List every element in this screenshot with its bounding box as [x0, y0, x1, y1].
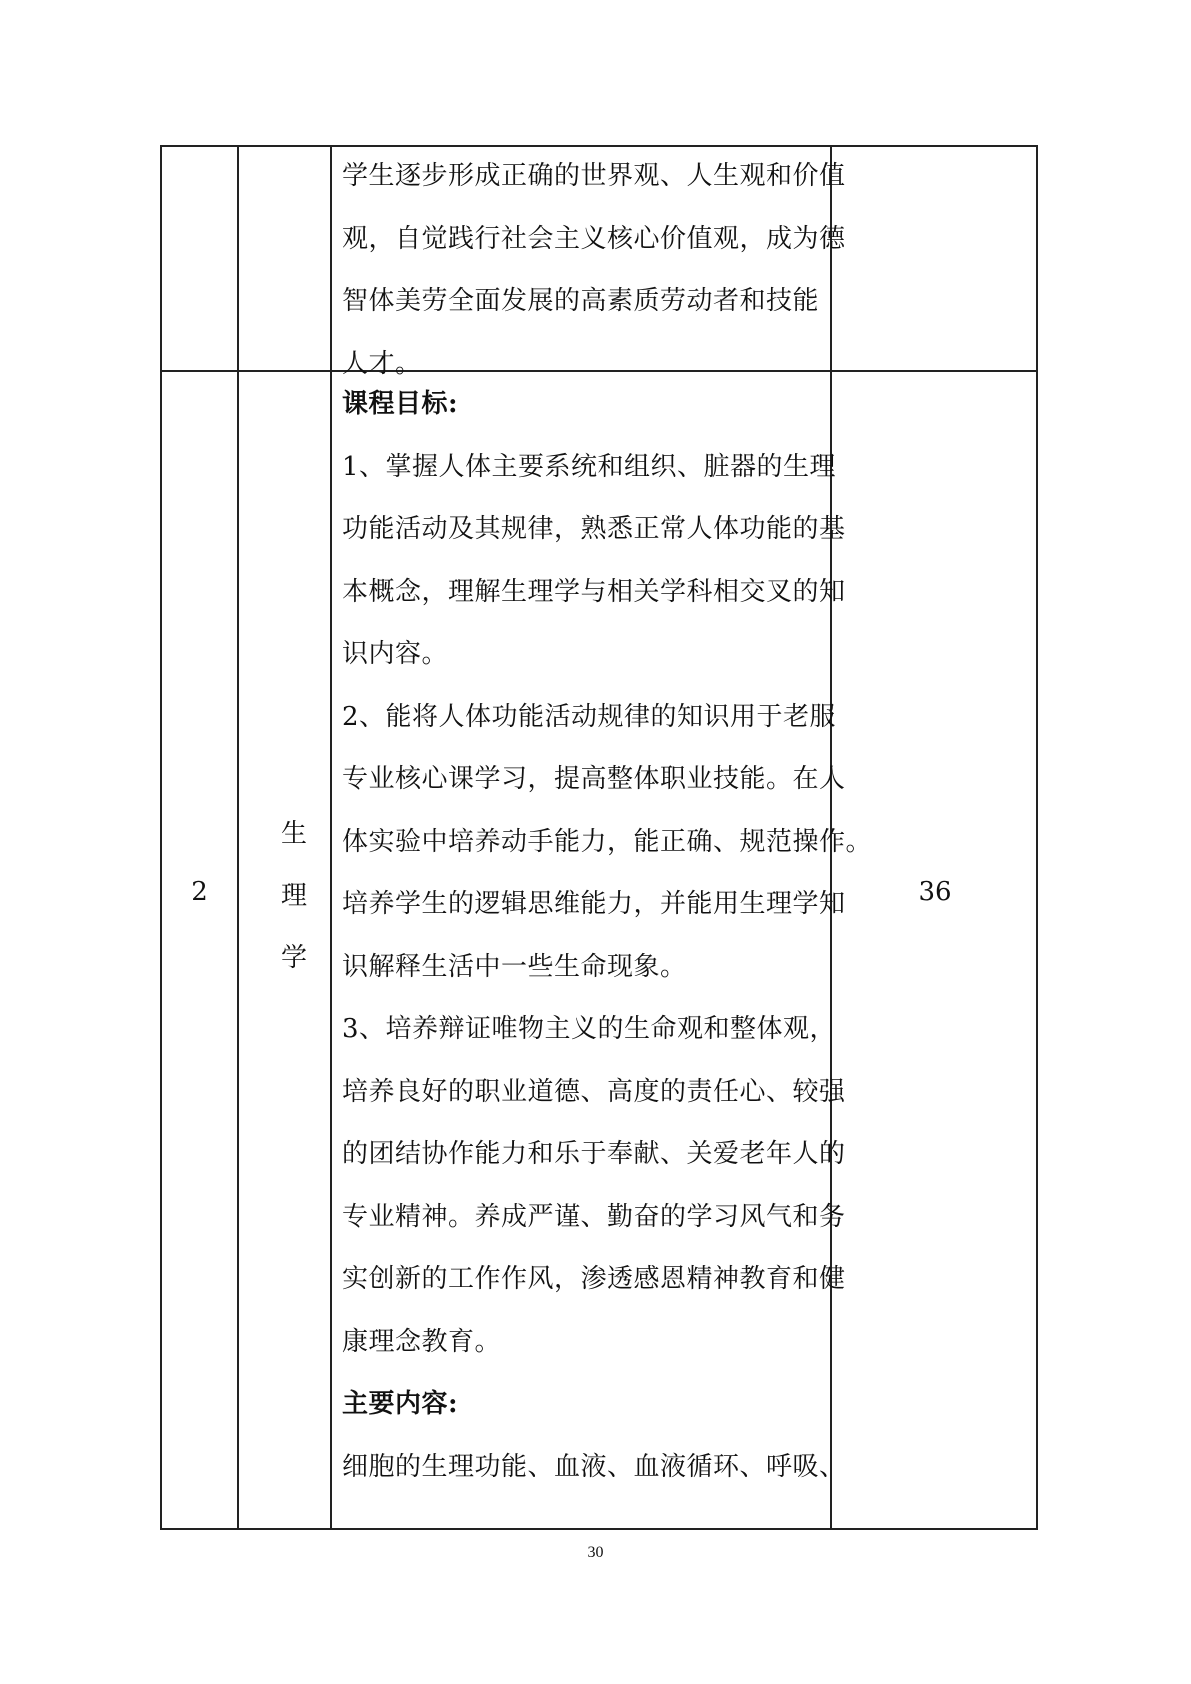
- course-name-char: 生: [280, 819, 307, 849]
- goal-line: 体实验中培养动手能力，能正确、规范操作。: [342, 826, 873, 857]
- goal-line: 培养学生的逻辑思维能力，并能用生理学知: [342, 889, 846, 919]
- course-name-char: 理: [280, 881, 307, 911]
- goal-line: 2、能将人体功能活动规律的知识用于老服: [342, 701, 837, 732]
- goal-line: 实创新的工作作风，渗透感恩精神教育和健: [342, 1264, 846, 1294]
- goal-line: 培养良好的职业道德、高度的责任心、较强: [342, 1076, 846, 1107]
- goal-line: 的团结协作能力和乐于奉献、关爱老年人的: [342, 1139, 846, 1169]
- content-line: 人才。: [342, 348, 422, 379]
- goal-line: 识解释生活中一些生命现象。: [342, 951, 687, 982]
- goal-line: 专业核心课学习，提高整体职业技能。在人: [342, 764, 846, 794]
- goal-line: 功能活动及其规律，熟悉正常人体功能的基: [342, 514, 846, 544]
- course-hours: 36: [918, 877, 952, 907]
- goal-heading: 课程目标:: [342, 389, 459, 419]
- continued-row-content: [342, 145, 846, 395]
- content-line: 观，自觉践行社会主义核心价值观，成为德: [342, 223, 846, 254]
- goal-line: 3、培养辩证唯物主义的生命观和整体观，: [342, 1014, 837, 1044]
- course-table: [160, 145, 1038, 1530]
- content-line: 学生逐步形成正确的世界观、人生观和价值: [342, 161, 846, 191]
- course-description: [342, 373, 873, 1498]
- goal-line: 康理念教育。: [342, 1326, 502, 1357]
- course-name-char: 学: [280, 943, 307, 973]
- goal-line: 专业精神。养成严谨、勤奋的学习风气和务: [342, 1201, 846, 1232]
- course-number: 2: [191, 877, 208, 907]
- page-number: 30: [587, 1544, 604, 1561]
- course-name: [244, 803, 344, 989]
- goal-line: 1、掌握人体主要系统和组织、脏器的生理: [342, 451, 837, 482]
- content-heading: 主要内容:: [342, 1389, 459, 1419]
- content-line: 智体美劳全面发展的高素质劳动者和技能: [342, 286, 820, 316]
- goal-line: 识内容。: [342, 639, 449, 669]
- column-divider-1: [237, 147, 239, 1528]
- goal-line: 本概念，理解生理学与相关学科相交叉的知: [342, 576, 846, 607]
- content-line: 细胞的生理功能、血液、血液循环、呼吸、: [342, 1451, 846, 1482]
